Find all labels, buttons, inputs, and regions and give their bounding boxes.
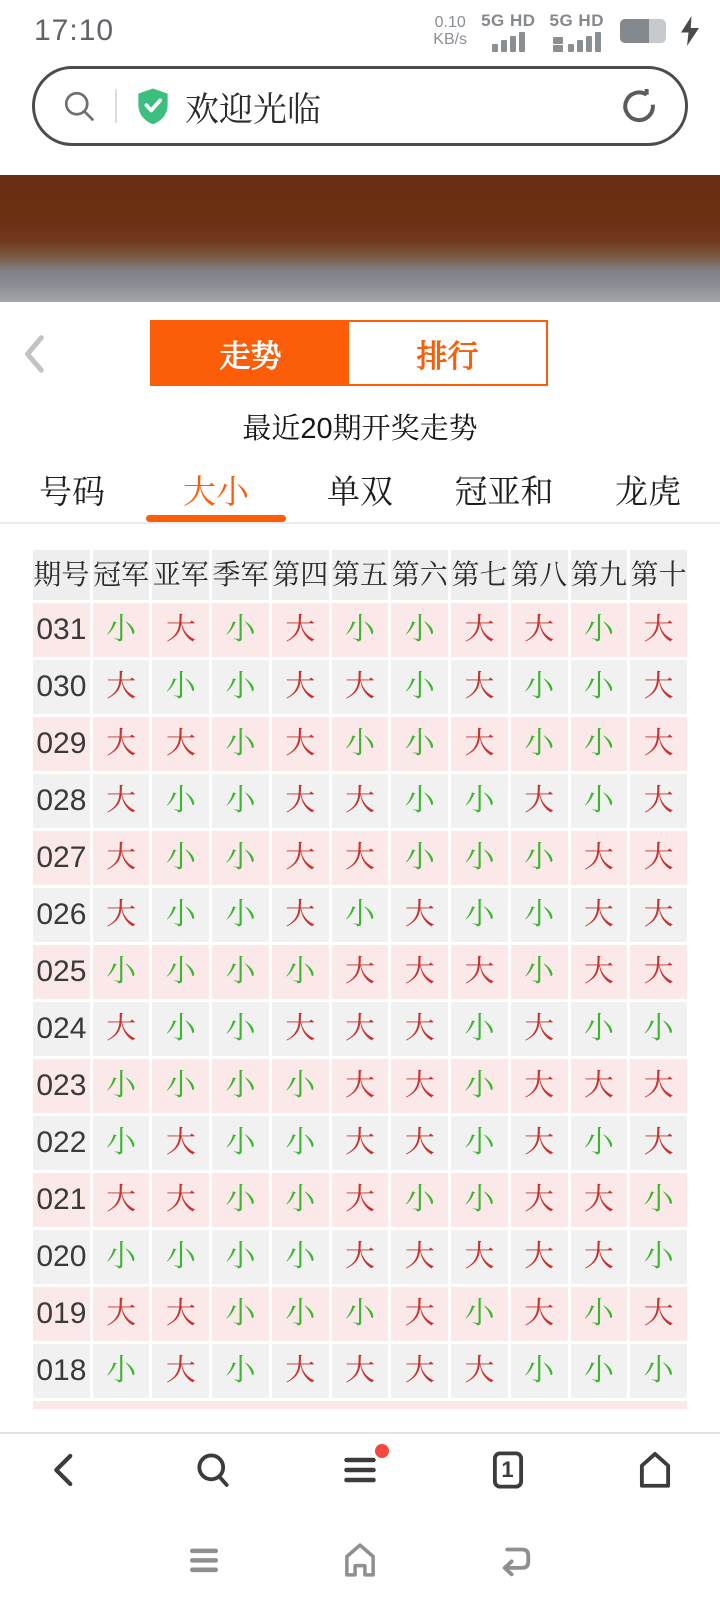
small-value-cell: 小 [332, 717, 389, 771]
recents-menu-icon [183, 1539, 225, 1581]
small-value-cell: 小 [152, 1230, 209, 1284]
small-value-cell: 小 [332, 1287, 389, 1341]
small-value-cell: 小 [571, 1344, 628, 1398]
big-value-cell: 大 [451, 1230, 508, 1284]
big-value-cell: 大 [152, 1344, 209, 1398]
period-cell: 019 [33, 1287, 90, 1341]
nav-search-button[interactable] [190, 1447, 236, 1493]
period-cell: 028 [33, 774, 90, 828]
big-value-cell: 大 [152, 717, 209, 771]
big-value-cell: 大 [571, 888, 628, 942]
small-value-cell: 小 [272, 1287, 329, 1341]
big-value-cell: 大 [511, 774, 568, 828]
address-divider [115, 89, 117, 123]
tab-count: 1 [501, 1457, 514, 1482]
tab-label: 龙虎 [615, 473, 681, 510]
big-value-cell: 大 [571, 1230, 628, 1284]
big-value-cell: 大 [272, 1344, 329, 1398]
sim1-network-label: 5G HD [481, 10, 536, 30]
table-header-cell: 第六 [391, 550, 448, 600]
small-value-cell: 小 [391, 774, 448, 828]
system-recents-button[interactable] [182, 1538, 226, 1582]
big-value-cell: 大 [332, 1059, 389, 1113]
rank-tab-button[interactable]: 排行 [349, 322, 546, 384]
refresh-icon[interactable] [619, 86, 659, 126]
period-cell: 021 [33, 1173, 90, 1227]
small-value-cell: 小 [212, 1344, 269, 1398]
small-value-cell: 小 [212, 1002, 269, 1056]
table-header-cell: 季军 [212, 550, 269, 600]
small-value-cell: 小 [451, 1173, 508, 1227]
address-bar[interactable] [32, 66, 688, 146]
big-value-cell: 大 [93, 1287, 150, 1341]
big-value-cell: 大 [391, 1116, 448, 1170]
search-icon[interactable] [61, 88, 97, 124]
big-value-cell: 大 [93, 774, 150, 828]
small-value-cell: 小 [272, 1059, 329, 1113]
small-value-cell: 小 [332, 603, 389, 657]
back-chevron-icon [44, 1449, 86, 1491]
period-cell: 030 [33, 660, 90, 714]
small-value-cell: 小 [93, 945, 150, 999]
big-value-cell: 大 [451, 945, 508, 999]
small-value-cell: 小 [391, 717, 448, 771]
signal-bars-icon [492, 32, 525, 52]
big-value-cell: 大 [511, 1230, 568, 1284]
big-value-cell: 大 [391, 1344, 448, 1398]
view-toggle [150, 320, 548, 386]
status-bar [0, 0, 720, 56]
charging-icon [680, 16, 700, 46]
period-cell: 031 [33, 603, 90, 657]
small-value-cell: 小 [391, 1173, 448, 1227]
page-banner-image [0, 175, 720, 302]
small-value-cell: 小 [332, 888, 389, 942]
big-value-cell: 大 [152, 1116, 209, 1170]
big-value-cell: 大 [511, 1059, 568, 1113]
big-value-cell: 大 [152, 1287, 209, 1341]
small-value-cell: 小 [511, 831, 568, 885]
big-value-cell: 大 [93, 717, 150, 771]
period-cell: 023 [33, 1059, 90, 1113]
big-value-cell: 大 [630, 660, 687, 714]
small-value-cell: 小 [451, 831, 508, 885]
small-value-cell: 小 [391, 831, 448, 885]
small-value-cell: 小 [152, 945, 209, 999]
small-value-cell: 小 [212, 603, 269, 657]
small-value-cell: 小 [272, 1173, 329, 1227]
big-value-cell: 大 [630, 1116, 687, 1170]
big-value-cell: 大 [511, 1173, 568, 1227]
nav-tabs-button[interactable] [485, 1447, 531, 1493]
big-value-cell: 大 [152, 603, 209, 657]
big-value-cell: 大 [571, 831, 628, 885]
period-cell: 029 [33, 717, 90, 771]
browser-nav-bar [0, 1432, 720, 1506]
big-value-cell: 大 [511, 1287, 568, 1341]
small-value-cell: 小 [152, 831, 209, 885]
big-value-cell: 大 [93, 1002, 150, 1056]
small-value-cell: 小 [511, 888, 568, 942]
system-back-button[interactable] [494, 1538, 538, 1582]
big-value-cell: 大 [571, 1059, 628, 1113]
small-value-cell: 小 [451, 1287, 508, 1341]
small-value-cell: 小 [272, 945, 329, 999]
table-header-cell: 第八 [511, 550, 568, 600]
small-value-cell: 小 [212, 1287, 269, 1341]
period-cell: 024 [33, 1002, 90, 1056]
clock: 17:10 [34, 14, 115, 47]
small-value-cell: 小 [212, 1059, 269, 1113]
tab-label: 大小 [183, 473, 249, 510]
toggle-row [0, 320, 720, 386]
tab-label: 冠亚和 [454, 473, 554, 510]
big-value-cell: 大 [272, 831, 329, 885]
small-value-cell: 小 [212, 945, 269, 999]
big-value-cell: 大 [93, 831, 150, 885]
big-value-cell: 大 [391, 1287, 448, 1341]
small-value-cell: 小 [571, 774, 628, 828]
small-value-cell: 小 [391, 660, 448, 714]
big-value-cell: 大 [451, 1344, 508, 1398]
table-header-cell: 第四 [272, 550, 329, 600]
small-value-cell: 小 [451, 888, 508, 942]
address-text[interactable]: 欢迎光临 [185, 90, 321, 129]
big-value-cell: 大 [272, 1002, 329, 1056]
small-value-cell: 小 [630, 1230, 687, 1284]
big-value-cell: 大 [332, 660, 389, 714]
small-value-cell: 小 [571, 717, 628, 771]
big-value-cell: 大 [332, 1116, 389, 1170]
big-value-cell: 大 [451, 660, 508, 714]
big-value-cell: 大 [630, 945, 687, 999]
big-value-cell: 大 [391, 1059, 448, 1113]
small-value-cell: 小 [630, 1002, 687, 1056]
small-value-cell: 小 [571, 660, 628, 714]
small-value-cell: 小 [571, 1116, 628, 1170]
big-value-cell: 大 [332, 1344, 389, 1398]
tab-big-small[interactable] [144, 456, 288, 522]
nav-back-button[interactable] [42, 1447, 88, 1493]
small-value-cell: 小 [212, 660, 269, 714]
tab-odd-even[interactable] [288, 456, 432, 522]
small-value-cell: 小 [152, 660, 209, 714]
network-speed-value: 0.10 [434, 14, 466, 31]
nav-menu-button[interactable] [337, 1447, 383, 1493]
big-value-cell: 大 [93, 888, 150, 942]
small-value-cell: 小 [630, 1344, 687, 1398]
table-header-cell: 第七 [451, 550, 508, 600]
trend-table [33, 550, 687, 1398]
small-value-cell: 小 [152, 888, 209, 942]
big-value-cell: 大 [630, 603, 687, 657]
period-cell: 025 [33, 945, 90, 999]
small-value-cell: 小 [451, 1002, 508, 1056]
big-value-cell: 大 [272, 717, 329, 771]
big-value-cell: 大 [391, 945, 448, 999]
small-value-cell: 小 [511, 717, 568, 771]
small-value-cell: 小 [152, 774, 209, 828]
table-header-cell: 亚军 [152, 550, 209, 600]
small-value-cell: 小 [212, 1230, 269, 1284]
big-value-cell: 大 [630, 888, 687, 942]
tab-label: 号码 [39, 473, 105, 510]
table-header-cell: 冠军 [93, 550, 150, 600]
status-icons [433, 11, 700, 52]
big-value-cell: 大 [332, 774, 389, 828]
small-value-cell: 小 [630, 1173, 687, 1227]
back-return-icon [495, 1539, 537, 1581]
signal-bars-data-icon [553, 32, 601, 52]
tab-label: 单双 [327, 473, 393, 510]
table-header-cell: 第九 [571, 550, 628, 600]
big-value-cell: 大 [630, 717, 687, 771]
period-cell: 018 [33, 1344, 90, 1398]
active-tab-underline [146, 515, 286, 522]
big-value-cell: 大 [93, 660, 150, 714]
period-cell: 027 [33, 831, 90, 885]
period-cell: 020 [33, 1230, 90, 1284]
big-value-cell: 大 [332, 1002, 389, 1056]
menu-icon [339, 1449, 381, 1491]
small-value-cell: 小 [571, 603, 628, 657]
sim1-signal [481, 11, 535, 52]
small-value-cell: 小 [93, 1344, 150, 1398]
big-value-cell: 大 [630, 1059, 687, 1113]
security-shield-icon[interactable] [135, 87, 171, 125]
big-value-cell: 大 [391, 888, 448, 942]
address-bar-area [0, 56, 720, 152]
network-speed [433, 14, 467, 48]
small-value-cell: 小 [451, 774, 508, 828]
tab-dragon-tiger[interactable] [576, 456, 720, 522]
big-value-cell: 大 [511, 1116, 568, 1170]
big-value-cell: 大 [332, 1230, 389, 1284]
period-cell: 026 [33, 888, 90, 942]
trend-tab-button[interactable]: 走势 [152, 322, 349, 384]
tab-numbers[interactable] [0, 456, 144, 522]
small-value-cell: 小 [272, 1116, 329, 1170]
big-value-cell: 大 [332, 1173, 389, 1227]
small-value-cell: 小 [451, 1059, 508, 1113]
sim2-network-label: 5G HD [549, 10, 604, 30]
tab-champ-sum[interactable] [432, 456, 576, 522]
big-value-cell: 大 [93, 1173, 150, 1227]
data-transfer-arrows-icon [553, 32, 563, 52]
big-value-cell: 大 [571, 945, 628, 999]
back-chevron-icon[interactable] [18, 334, 52, 374]
big-value-cell: 大 [630, 831, 687, 885]
table-header-cell: 第五 [332, 550, 389, 600]
small-value-cell: 小 [212, 774, 269, 828]
home-icon [339, 1539, 381, 1581]
big-value-cell: 大 [391, 1002, 448, 1056]
system-home-button[interactable] [338, 1538, 382, 1582]
small-value-cell: 小 [152, 1002, 209, 1056]
big-value-cell: 大 [451, 603, 508, 657]
small-value-cell: 小 [93, 1116, 150, 1170]
clipped-table-row [33, 1401, 687, 1409]
small-value-cell: 小 [93, 1059, 150, 1113]
notification-dot [375, 1444, 389, 1458]
battery-icon [620, 19, 666, 43]
big-value-cell: 大 [272, 774, 329, 828]
home-icon [634, 1449, 676, 1491]
small-value-cell: 小 [212, 831, 269, 885]
big-value-cell: 大 [272, 603, 329, 657]
big-value-cell: 大 [511, 603, 568, 657]
small-value-cell: 小 [212, 888, 269, 942]
small-value-cell: 小 [391, 603, 448, 657]
small-value-cell: 小 [571, 1002, 628, 1056]
small-value-cell: 小 [511, 660, 568, 714]
small-value-cell: 小 [272, 1230, 329, 1284]
big-value-cell: 大 [630, 1287, 687, 1341]
system-nav-bar [0, 1506, 720, 1614]
big-value-cell: 大 [571, 1173, 628, 1227]
small-value-cell: 小 [451, 1116, 508, 1170]
big-value-cell: 大 [451, 717, 508, 771]
category-tabs [0, 456, 720, 524]
small-value-cell: 小 [212, 1116, 269, 1170]
small-value-cell: 小 [93, 603, 150, 657]
small-value-cell: 小 [511, 1344, 568, 1398]
small-value-cell: 小 [571, 1287, 628, 1341]
page-subtitle: 最近20期开奖走势 [242, 413, 478, 445]
big-value-cell: 大 [511, 1002, 568, 1056]
small-value-cell: 小 [93, 1230, 150, 1284]
big-value-cell: 大 [630, 774, 687, 828]
big-value-cell: 大 [332, 831, 389, 885]
big-value-cell: 大 [391, 1230, 448, 1284]
big-value-cell: 大 [152, 1173, 209, 1227]
small-value-cell: 小 [212, 717, 269, 771]
table-header-cell: 期号 [33, 550, 90, 600]
small-value-cell: 小 [212, 1173, 269, 1227]
big-value-cell: 大 [332, 945, 389, 999]
search-icon [192, 1449, 234, 1491]
small-value-cell: 小 [511, 945, 568, 999]
network-speed-unit: KB/s [433, 31, 468, 48]
nav-home-button[interactable] [632, 1447, 678, 1493]
table-header-cell: 第十 [630, 550, 687, 600]
big-value-cell: 大 [272, 660, 329, 714]
period-cell: 022 [33, 1116, 90, 1170]
sim2-signal [550, 11, 604, 52]
big-value-cell: 大 [272, 888, 329, 942]
small-value-cell: 小 [152, 1059, 209, 1113]
